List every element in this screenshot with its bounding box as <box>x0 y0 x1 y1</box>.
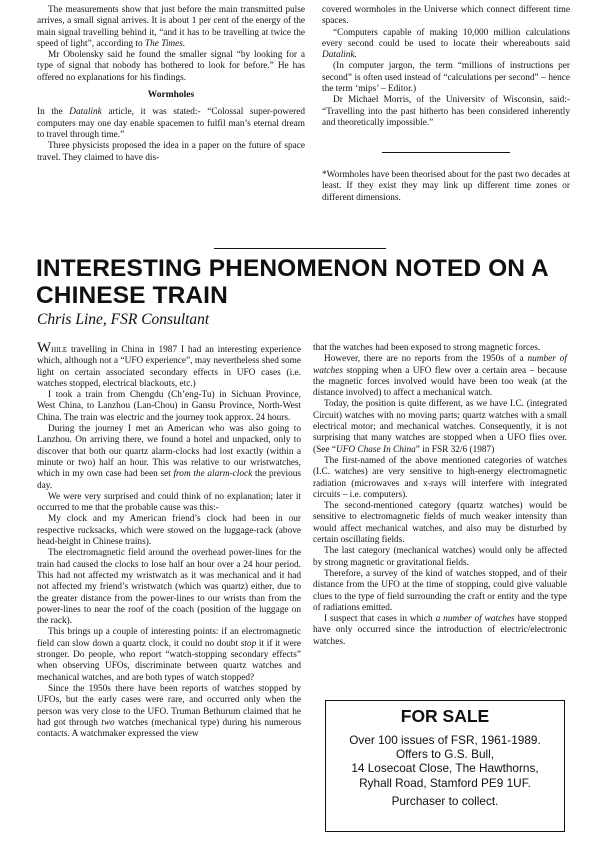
paragraph <box>313 614 567 648</box>
paragraph: that the watches had been exposed to strong magnetic forces. <box>313 343 541 353</box>
for-sale-title: FOR SALE <box>400 706 490 726</box>
paragraph: Mr Obolensky said he found the smaller signal “by looking for a type of signal that nobody has bothered to look for before.” He has offered no explanations for his findings. <box>37 50 305 83</box>
section-heading-wormholes: Wormholes <box>147 90 195 101</box>
text: I suspect that cases in which <box>324 614 436 625</box>
text: The measurements show that just before the main transmitted pulse arrives, a small signal arrives. It is about 1 per cent of the energy of the main signal travelling behind it, “and it has to be travelling at twice the speed of light”, according to <box>37 5 305 49</box>
footnote-text: *Wormholes have been theorised about for the past two decades at least. If they exist they may link up different time zones or different dimensions. <box>322 170 570 203</box>
paragraph: The first-named of the above mentioned categories of watches (I.C. watches) are very sensitive to high-energy electromagnetic radiation (microwaves and x-rays will interfere with integrated circuits – i.e. computers). <box>313 455 567 500</box>
footnote <box>322 170 570 204</box>
paragraph: My clock and my American friend’s clock had been in our respective rucksacks, which were stowed on the luggage-rack (above head-height in Chinese trains). <box>37 514 301 548</box>
text: ” in FSR 32/6 (1987) <box>415 444 495 455</box>
text: This brings up a couple of interesting points: if an electromagnetic field can slow down a quartz clock, it could no doubt <box>37 627 301 649</box>
article-left-column <box>37 340 301 740</box>
advert-line: Ryhall Road, Stamford PE9 1UF. <box>359 775 531 790</box>
small-caps-text: hile <box>51 345 68 355</box>
emphasis: number of watches <box>313 354 567 376</box>
article-headline: INTERESTING PHENOMENON NOTED ON A CHINESE TRAIN <box>36 255 548 309</box>
paragraph: We were very surprised and could think of no explanation; later it occurred to me that the probable cause was this:- <box>37 491 301 514</box>
text: have stopped have only occurred since the introduction of electric/electronic watches. <box>313 614 567 647</box>
emphasis: a number of watches <box>435 614 515 625</box>
text: Since the 1950s there have been reports of watches stopped by UFOs, but the early cases were rare, and occurred only when the person was very close to the UFO. Truman Bethurum claimed that he had got through <box>37 683 301 728</box>
text: During the journey I met an American who was also going to Lanzhou. On arriving there, we found a hotel and unpacked, only to discover that both our quartz alarm-clocks had lost exactly (within a minute or two) half an hour. This was relative to our wristwatches, which in my own case had been set <box>37 424 301 480</box>
advert-line: 14 Losecoat Close, The Hawthorns, <box>351 761 539 776</box>
text: However, there are no reports from the 1950s of a <box>324 354 528 365</box>
text: “Computers capable of making 10,000 million calculations every second could be used to locate their whereabouts said <box>322 27 570 49</box>
paragraph: The electromagnetic field around the overhead power-lines for the train had caused the clocks to lose half an hour over a 24 hour period. This had not affected my wristwatch as it was mechanical and it had not affected my friend’s wristwatch (which was quartz) either, due to the greater distance from the power-lines to our wrists than from the power-lines to near the roof of the coach (position of the luggage on the rack). <box>37 548 301 627</box>
paragraph: The last category (mechanical watches) would only be affected by strong magnetic or gravitational fields. <box>313 546 567 568</box>
paragraph <box>313 399 567 455</box>
article-right-column <box>313 343 567 648</box>
for-sale-advert <box>325 700 565 832</box>
drop-cap: W <box>37 340 52 356</box>
paragraph <box>37 627 301 683</box>
text: travelling in China in 1987 I had an interesting experience which, although not a “UFO experience”, may nevertheless shed some light on certain associated secondary effects in UFO cases (i.e. watches stopped, electrical blackouts, etc.) <box>37 345 301 389</box>
advert-line: Purchaser to collect. <box>391 793 499 808</box>
advert-line: Offers to G.S. Bull, <box>395 747 495 762</box>
emphasis: stop <box>240 638 257 649</box>
text: it if it were stronger. Do people, who report “watch-stopping secondary effects” when observing UFOs, discriminate between quartz watches and mechanical watches, and are both types of watch stopped? <box>37 638 301 683</box>
paragraph: Three physicists proposed the idea in a paper on the future of space travel. They claimed to have dis- <box>37 141 305 163</box>
text: article, it was stated:- “Colossal super-powered computers may one day enable spacemen to fulfil man’s eternal dream to travel through time.” <box>37 107 305 140</box>
article-byline: Chris Line, FSR Consultant <box>37 311 210 328</box>
text: In the <box>37 107 70 118</box>
paragraph: The second-mentioned category (quartz watches) would be sensitive to electromagnetic fields of much weaker intensity than would affect mechanical watches, and also may be disturbed by certain oscillating fields. <box>313 501 567 546</box>
paragraph: I took a train from Chengdu (Ch’eng-Tu) in Sichuan Province, West China, to Lanzhou (Lan-Chou) in Gansu Province, North-West China. The train was electric and the journey took approx. 24 hours. <box>37 390 301 423</box>
top-left-column <box>37 5 305 164</box>
article-divider <box>214 248 386 249</box>
text: the previous day. <box>37 469 301 491</box>
source-title: The Times. <box>144 38 186 49</box>
text: Today, the position is quite different, as we have I.C. (integrated Circuit) watches with no moving parts; quartz watches with a small electrical motor; and mechanical watches. Consequently, it is not surprising that many watches are stopped when a UFO flies over. (See “ <box>313 399 567 455</box>
paragraph: Dr Michael Morris, of the Universitv of Wisconsin, said:- “Travelling into the past hitherto has been considered inherently and theoretically impossible.” <box>322 95 570 128</box>
top-right-column <box>322 5 570 129</box>
paragraph: Therefore, a survey of the kind of watches stopped, and of their distance from the UFO at the time of stopping, could give valuable clues to the type of field surrounding the craft or entity and the type of radiations emitted. <box>313 568 567 613</box>
text: watches (mechanical type) during his numerous contacts. A watchmaker expressed the view <box>37 717 301 740</box>
paragraph <box>37 107 305 141</box>
paragraph <box>322 28 570 62</box>
paragraph <box>37 684 301 740</box>
source-title: Datalink <box>69 107 102 118</box>
text: stopping when a UFO flew over a certain area – because the magnetic forces involved would have been too weak (at the distance involved) to affect a mechanical watch. <box>313 365 567 399</box>
paragraph <box>37 424 301 492</box>
emphasis: two <box>101 717 115 728</box>
emphasis: from the alarm-clock <box>173 469 253 480</box>
footnote-divider <box>382 152 510 153</box>
advert-line: Over 100 issues of FSR, 1961-1989. <box>349 733 541 747</box>
paragraph <box>37 340 301 390</box>
paragraph <box>37 5 305 50</box>
paragraph: covered wormholes in the Universe which connect different time spaces. <box>322 5 570 27</box>
source-title: Datalink. <box>322 50 357 61</box>
paragraph: (In computer jargon, the term “millions of instructions per second” is often used instead of “calculations per second” – hence the term ‘mips’ – Editor.) <box>322 61 570 95</box>
paragraph <box>313 354 567 399</box>
emphasis: UFO Chase In China <box>335 444 416 455</box>
